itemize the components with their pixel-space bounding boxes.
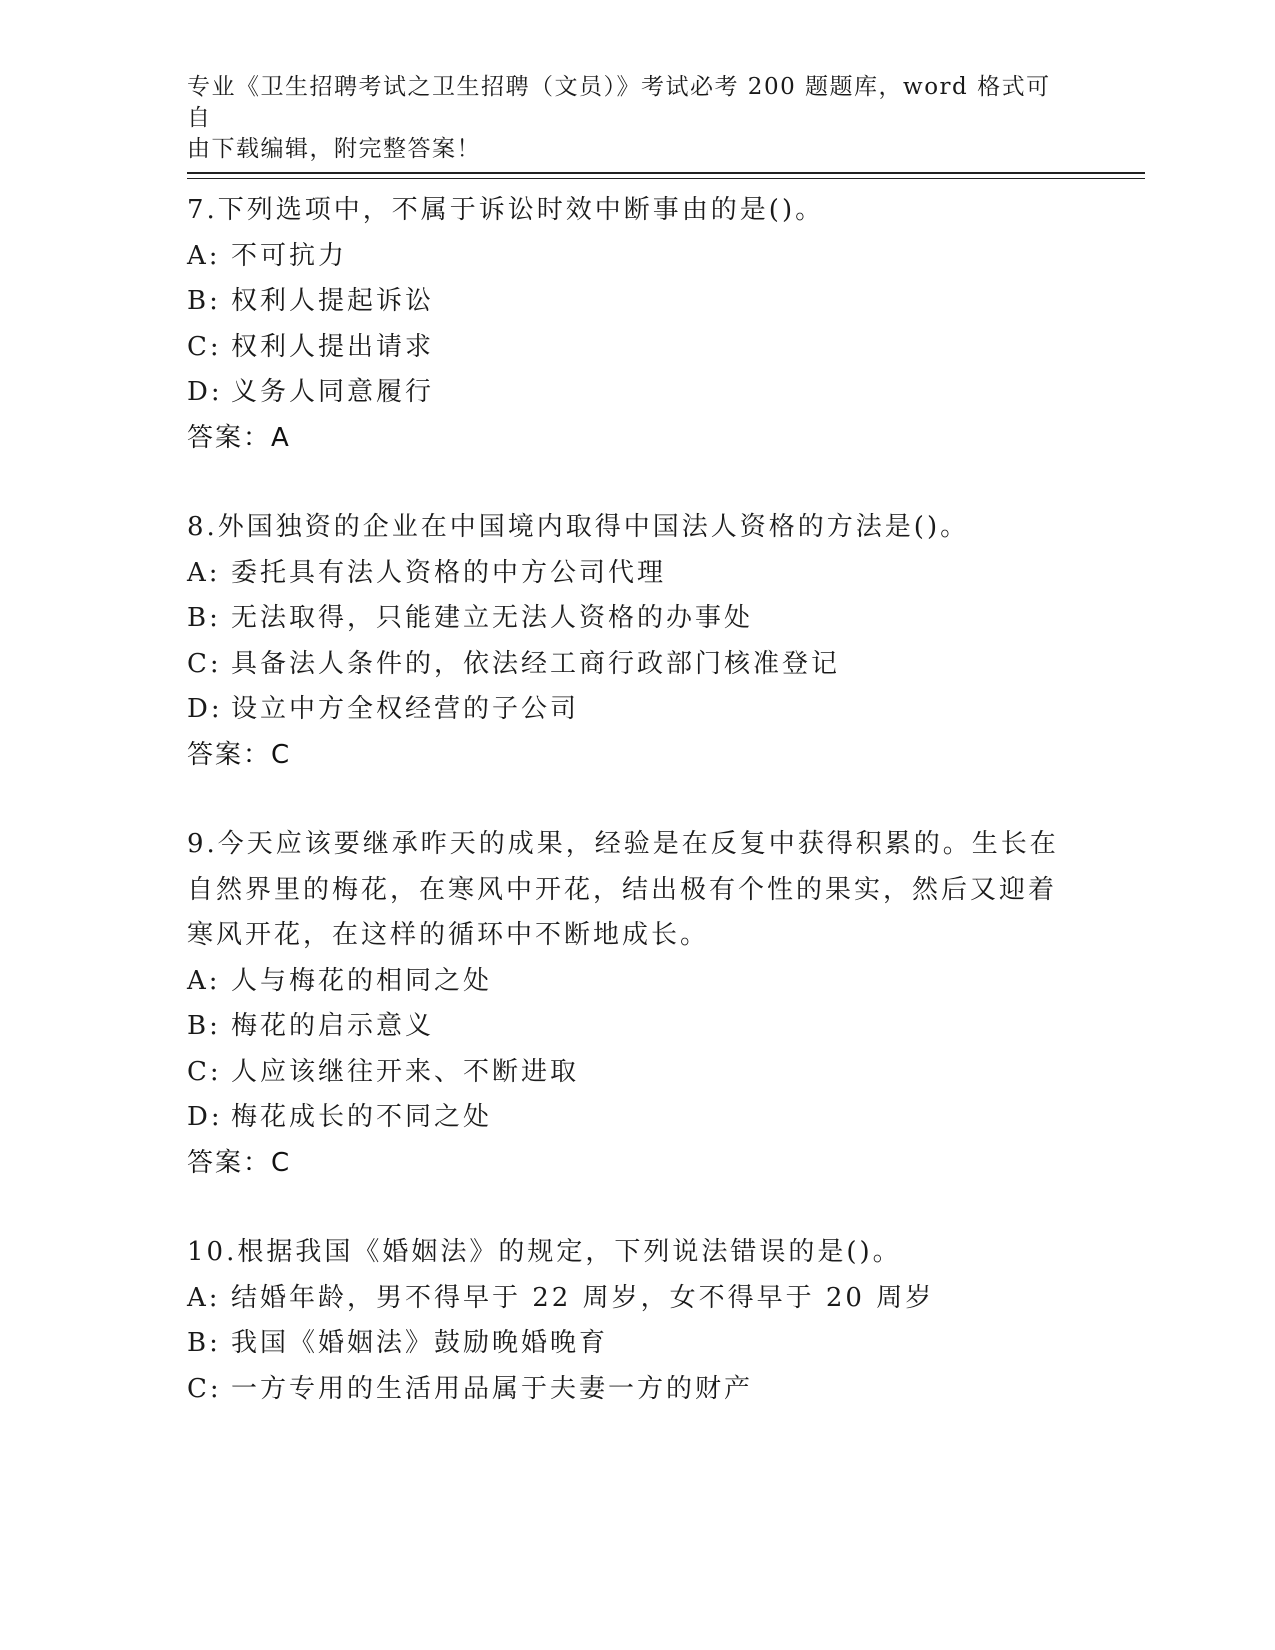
option-line: [187, 1095, 1067, 1141]
header-divider-thick: [187, 172, 1145, 174]
option-text: 具备法人条件的，依法经工商行政部门核准登记: [231, 648, 841, 679]
option-label: A:: [187, 557, 221, 588]
question-stem-line: 7.下列选项中，不属于诉讼时效中断事由的是()。: [187, 195, 825, 225]
option-line: [187, 1321, 1067, 1367]
option-label: B:: [187, 286, 221, 316]
option-label: A:: [187, 965, 221, 996]
option-text: 人应该继往开来、不断进取: [231, 1056, 580, 1087]
option-text: 不可抗力: [231, 240, 348, 271]
option-label: D:: [187, 694, 223, 724]
option-text: 义务人同意履行: [231, 377, 435, 407]
option-text: 结婚年龄，男不得早于 22 周岁，女不得早于 20 周岁: [231, 1282, 935, 1313]
option-line: [187, 596, 1067, 642]
option-label: C:: [187, 331, 222, 362]
header-line-2: 由下载编辑，附完整答案！: [187, 136, 481, 162]
option-line: [187, 959, 1067, 1005]
option-line: [187, 1050, 1067, 1096]
option-line: [187, 1004, 1067, 1050]
question-list: [187, 188, 1067, 1412]
option-line: [187, 1276, 1067, 1322]
question-block: [187, 1230, 1067, 1412]
option-text: 委托具有法人资格的中方公司代理: [231, 557, 667, 588]
option-line: [187, 551, 1067, 597]
option-label: C:: [187, 648, 222, 679]
option-text: 权利人提出请求: [231, 331, 435, 362]
option-label: A:: [187, 1282, 221, 1313]
question-stem-line: 寒风开花，在这样的循环中不断地成长。: [187, 920, 710, 950]
question-stem-line: 8.外国独资的企业在中国境内取得中国法人资格的方法是()。: [187, 512, 970, 542]
option-line: [187, 279, 1067, 325]
option-label: B:: [187, 603, 221, 633]
option-text: 一方专用的生活用品属于夫妻一方的财产: [231, 1373, 754, 1404]
question-block: [187, 505, 1067, 778]
answer-line: 答案：A: [187, 422, 291, 453]
option-label: C:: [187, 1056, 222, 1087]
option-label: D:: [187, 377, 223, 407]
header-line-1: 专业《卫生招聘考试之卫生招聘（文员）》考试必考 200 题题库，word 格式可自: [187, 74, 1051, 131]
question-stem-line: 自然界里的梅花，在寒风中开花，结出极有个性的果实，然后又迎着: [187, 874, 1058, 905]
option-line: [187, 642, 1067, 688]
option-label: D:: [187, 1102, 223, 1132]
header-divider-thin: [187, 178, 1145, 179]
answer-line: 答案：C: [187, 739, 292, 770]
option-text: 设立中方全权经营的子公司: [231, 694, 580, 724]
option-line: [187, 370, 1067, 416]
answer-line: 答案：C: [187, 1147, 292, 1178]
question-block: [187, 188, 1067, 461]
option-line: [187, 687, 1067, 733]
question-spacer: [187, 1186, 1067, 1230]
question-block: [187, 822, 1067, 1186]
option-label: B:: [187, 1011, 221, 1041]
option-text: 梅花成长的不同之处: [231, 1102, 493, 1132]
option-text: 无法取得，只能建立无法人资格的办事处: [231, 603, 754, 633]
question-stem-line: 10.根据我国《婚姻法》的规定，下列说法错误的是()。: [187, 1237, 902, 1267]
option-line: [187, 1367, 1067, 1413]
question-spacer: [187, 778, 1067, 822]
option-text: 梅花的启示意义: [231, 1011, 435, 1041]
option-text: 权利人提起诉讼: [231, 286, 435, 316]
question-spacer: [187, 461, 1067, 505]
option-line: [187, 325, 1067, 371]
option-text: 我国《婚姻法》鼓励晚婚晚育: [231, 1328, 609, 1358]
option-label: A:: [187, 240, 221, 271]
question-stem-line: 9.今天应该要继承昨天的成果，经验是在反复中获得积累的。生长在: [187, 829, 1059, 859]
option-text: 人与梅花的相同之处: [231, 965, 493, 996]
option-label: C:: [187, 1373, 222, 1404]
option-line: [187, 234, 1067, 280]
option-label: B:: [187, 1328, 221, 1358]
document-header: [187, 72, 1067, 165]
